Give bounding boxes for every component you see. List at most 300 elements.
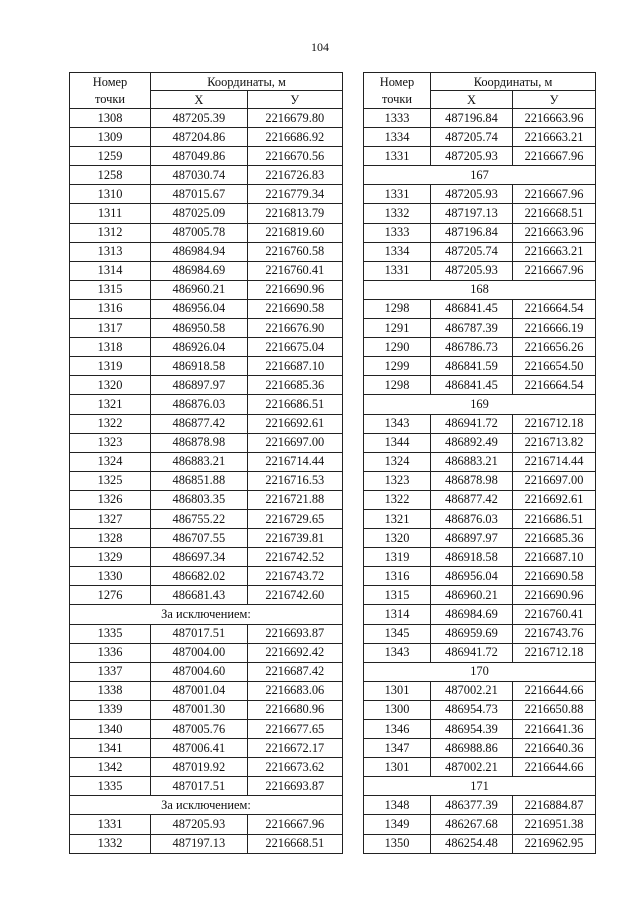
point-number-cell: 1276 bbox=[70, 586, 151, 605]
table-row bbox=[364, 185, 596, 204]
point-number-cell: 1346 bbox=[364, 720, 431, 739]
point-number-cell: 1334 bbox=[364, 242, 431, 261]
point-number-header-line1: Номер bbox=[379, 75, 415, 89]
page-number: 104 bbox=[311, 40, 329, 54]
y-coordinate-cell: 2216663.21 bbox=[513, 242, 596, 261]
x-coordinate-cell: 486941.72 bbox=[431, 414, 513, 433]
point-number-cell: 1314 bbox=[364, 605, 431, 624]
x-coordinate-cell: 486877.42 bbox=[431, 490, 513, 509]
x-coordinate-cell: 487197.13 bbox=[431, 204, 513, 223]
point-number-cell: 1343 bbox=[364, 643, 431, 662]
point-number-cell: 1324 bbox=[364, 452, 431, 471]
x-coordinate-cell: 486878.98 bbox=[151, 433, 248, 452]
x-coordinate-cell: 487025.09 bbox=[151, 204, 248, 223]
y-coordinate-cell: 2216664.54 bbox=[513, 299, 596, 318]
table-row bbox=[364, 796, 596, 815]
table-row bbox=[70, 223, 343, 242]
table-row bbox=[70, 834, 343, 853]
point-number-cell: 1348 bbox=[364, 796, 431, 815]
x-header: X bbox=[151, 91, 248, 109]
point-number-cell: 1333 bbox=[364, 109, 431, 128]
x-coordinate-cell: 487205.93 bbox=[151, 815, 248, 834]
table-row bbox=[364, 509, 596, 528]
x-coordinate-cell: 486960.21 bbox=[151, 280, 248, 299]
y-coordinate-cell: 2216951.38 bbox=[513, 815, 596, 834]
table-row bbox=[70, 681, 343, 700]
y-coordinate-cell: 2216712.18 bbox=[513, 414, 596, 433]
table-row bbox=[364, 834, 596, 853]
table-row bbox=[364, 758, 596, 777]
x-coordinate-cell: 486876.03 bbox=[431, 509, 513, 528]
x-coordinate-cell: 487005.78 bbox=[151, 223, 248, 242]
y-coordinate-cell: 2216813.79 bbox=[247, 204, 342, 223]
y-coordinate-cell: 2216667.96 bbox=[513, 147, 596, 166]
table-row bbox=[364, 376, 596, 395]
point-number-cell: 1324 bbox=[70, 452, 151, 471]
table-row bbox=[364, 223, 596, 242]
point-number-cell: 1342 bbox=[70, 758, 151, 777]
x-coordinate-cell: 486941.72 bbox=[431, 643, 513, 662]
y-coordinate-cell: 2216656.26 bbox=[513, 338, 596, 357]
point-number-cell: 1315 bbox=[70, 280, 151, 299]
x-coordinate-cell: 487205.93 bbox=[431, 185, 513, 204]
table-row bbox=[364, 643, 596, 662]
x-coordinate-cell: 486851.88 bbox=[151, 471, 248, 490]
table-row bbox=[70, 319, 343, 338]
y-coordinate-cell: 2216667.96 bbox=[513, 185, 596, 204]
table-row bbox=[364, 357, 596, 376]
table-row bbox=[364, 319, 596, 338]
x-coordinate-cell: 487002.21 bbox=[431, 758, 513, 777]
point-number-cell: 1331 bbox=[70, 815, 151, 834]
y-coordinate-cell: 2216686.51 bbox=[247, 395, 342, 414]
x-coordinate-cell: 486883.21 bbox=[431, 452, 513, 471]
y-coordinate-cell: 2216640.36 bbox=[513, 739, 596, 758]
point-number-cell: 1323 bbox=[70, 433, 151, 452]
x-coordinate-cell: 486377.39 bbox=[431, 796, 513, 815]
table-row bbox=[364, 586, 596, 605]
x-coordinate-cell: 486960.21 bbox=[431, 586, 513, 605]
table-row bbox=[70, 280, 343, 299]
x-coordinate-cell: 486918.58 bbox=[151, 357, 248, 376]
y-coordinate-cell: 2216666.19 bbox=[513, 319, 596, 338]
section-row bbox=[364, 280, 596, 299]
y-coordinate-cell: 2216680.96 bbox=[247, 700, 342, 719]
point-number-cell: 1311 bbox=[70, 204, 151, 223]
table-row bbox=[364, 605, 596, 624]
y-coordinate-cell: 2216712.18 bbox=[513, 643, 596, 662]
point-number-cell: 1331 bbox=[364, 147, 431, 166]
x-coordinate-cell: 487196.84 bbox=[431, 223, 513, 242]
x-coordinate-cell: 486950.58 bbox=[151, 319, 248, 338]
point-number-header-line1: Номер bbox=[92, 75, 128, 89]
table-row bbox=[70, 777, 343, 796]
header-row bbox=[364, 73, 596, 91]
x-coordinate-cell: 487001.30 bbox=[151, 700, 248, 719]
point-number-cell: 1298 bbox=[364, 299, 431, 318]
x-coordinate-cell: 486984.94 bbox=[151, 242, 248, 261]
table-row bbox=[70, 700, 343, 719]
table-row bbox=[70, 720, 343, 739]
point-number-cell: 1259 bbox=[70, 147, 151, 166]
table-row bbox=[364, 433, 596, 452]
y-coordinate-cell: 2216664.54 bbox=[513, 376, 596, 395]
y-header: У bbox=[247, 91, 342, 109]
table-row bbox=[364, 414, 596, 433]
table-row bbox=[70, 147, 343, 166]
y-coordinate-cell: 2216668.51 bbox=[247, 834, 342, 853]
point-number-cell: 1319 bbox=[364, 548, 431, 567]
table-row bbox=[70, 261, 343, 280]
point-number-cell: 1332 bbox=[364, 204, 431, 223]
x-coordinate-cell: 487196.84 bbox=[431, 109, 513, 128]
table-row bbox=[70, 471, 343, 490]
point-number-cell: 1337 bbox=[70, 662, 151, 681]
x-coordinate-cell: 486841.45 bbox=[431, 376, 513, 395]
y-coordinate-cell: 2216677.65 bbox=[247, 720, 342, 739]
table-row bbox=[364, 471, 596, 490]
y-coordinate-cell: 2216654.50 bbox=[513, 357, 596, 376]
y-coordinate-cell: 2216679.80 bbox=[247, 109, 342, 128]
y-coordinate-cell: 2216663.96 bbox=[513, 109, 596, 128]
y-coordinate-cell: 2216692.61 bbox=[247, 414, 342, 433]
y-coordinate-cell: 2216690.58 bbox=[513, 567, 596, 586]
y-coordinate-cell: 2216690.58 bbox=[247, 299, 342, 318]
table-row bbox=[70, 128, 343, 147]
x-coordinate-cell: 486697.34 bbox=[151, 548, 248, 567]
y-coordinate-cell: 2216685.36 bbox=[247, 376, 342, 395]
table-row bbox=[70, 357, 343, 376]
point-number-cell: 1319 bbox=[70, 357, 151, 376]
y-coordinate-cell: 2216713.82 bbox=[513, 433, 596, 452]
x-coordinate-cell: 487049.86 bbox=[151, 147, 248, 166]
section-label: 167 bbox=[364, 166, 596, 185]
table-row bbox=[364, 204, 596, 223]
y-coordinate-cell: 2216692.42 bbox=[247, 643, 342, 662]
point-number-cell: 1299 bbox=[364, 357, 431, 376]
section-label: 169 bbox=[364, 395, 596, 414]
point-number-cell: 1327 bbox=[70, 509, 151, 528]
x-coordinate-cell: 486841.59 bbox=[431, 357, 513, 376]
x-coordinate-cell: 486787.39 bbox=[431, 319, 513, 338]
table-row bbox=[70, 299, 343, 318]
x-coordinate-cell: 486878.98 bbox=[431, 471, 513, 490]
point-number-cell: 1331 bbox=[364, 261, 431, 280]
x-coordinate-cell: 486956.04 bbox=[431, 567, 513, 586]
x-coordinate-cell: 487002.21 bbox=[431, 681, 513, 700]
table-row bbox=[70, 452, 343, 471]
y-coordinate-cell: 2216663.96 bbox=[513, 223, 596, 242]
point-number-cell: 1330 bbox=[70, 567, 151, 586]
point-number-cell: 1345 bbox=[364, 624, 431, 643]
x-coordinate-cell: 486877.42 bbox=[151, 414, 248, 433]
y-coordinate-cell: 2216760.41 bbox=[247, 261, 342, 280]
x-coordinate-cell: 487205.39 bbox=[151, 109, 248, 128]
x-coordinate-cell: 486267.68 bbox=[431, 815, 513, 834]
table-row bbox=[70, 529, 343, 548]
y-coordinate-cell: 2216672.17 bbox=[247, 739, 342, 758]
y-coordinate-cell: 2216687.42 bbox=[247, 662, 342, 681]
table-row bbox=[364, 147, 596, 166]
table-row bbox=[364, 338, 596, 357]
y-coordinate-cell: 2216685.36 bbox=[513, 529, 596, 548]
point-number-cell: 1312 bbox=[70, 223, 151, 242]
point-number-cell: 1332 bbox=[70, 834, 151, 853]
point-number-cell: 1314 bbox=[70, 261, 151, 280]
y-coordinate-cell: 2216716.53 bbox=[247, 471, 342, 490]
section-row bbox=[70, 796, 343, 815]
table-row bbox=[70, 166, 343, 185]
x-coordinate-cell: 486926.04 bbox=[151, 338, 248, 357]
table-row bbox=[364, 624, 596, 643]
table-row bbox=[70, 433, 343, 452]
point-number-cell: 1326 bbox=[70, 490, 151, 509]
point-number-cell: 1349 bbox=[364, 815, 431, 834]
point-number-cell: 1313 bbox=[70, 242, 151, 261]
y-coordinate-cell: 2216743.76 bbox=[513, 624, 596, 643]
y-coordinate-cell: 2216673.62 bbox=[247, 758, 342, 777]
point-number-cell: 1323 bbox=[364, 471, 431, 490]
point-number-cell: 1298 bbox=[364, 376, 431, 395]
x-coordinate-cell: 487005.76 bbox=[151, 720, 248, 739]
x-coordinate-cell: 486984.69 bbox=[151, 261, 248, 280]
x-coordinate-cell: 486918.58 bbox=[431, 548, 513, 567]
table-row bbox=[364, 548, 596, 567]
table-row bbox=[70, 643, 343, 662]
y-coordinate-cell: 2216779.34 bbox=[247, 185, 342, 204]
point-number-cell: 1340 bbox=[70, 720, 151, 739]
point-number-cell: 1321 bbox=[70, 395, 151, 414]
y-coordinate-cell: 2216760.41 bbox=[513, 605, 596, 624]
table-row bbox=[364, 109, 596, 128]
table-row bbox=[364, 567, 596, 586]
section-row bbox=[70, 605, 343, 624]
x-coordinate-cell: 486954.39 bbox=[431, 720, 513, 739]
x-coordinate-cell: 487004.00 bbox=[151, 643, 248, 662]
y-coordinate-cell: 2216760.58 bbox=[247, 242, 342, 261]
point-number-cell: 1318 bbox=[70, 338, 151, 357]
table-row bbox=[364, 739, 596, 758]
x-coordinate-cell: 486254.48 bbox=[431, 834, 513, 853]
table-row bbox=[70, 662, 343, 681]
table-row bbox=[70, 185, 343, 204]
table-row bbox=[70, 739, 343, 758]
y-coordinate-cell: 2216686.51 bbox=[513, 509, 596, 528]
table-row bbox=[364, 681, 596, 700]
point-number-cell: 1300 bbox=[364, 700, 431, 719]
point-number-cell: 1325 bbox=[70, 471, 151, 490]
x-coordinate-cell: 486984.69 bbox=[431, 605, 513, 624]
x-coordinate-cell: 487001.04 bbox=[151, 681, 248, 700]
point-number-cell: 1321 bbox=[364, 509, 431, 528]
x-coordinate-cell: 486786.73 bbox=[431, 338, 513, 357]
x-coordinate-cell: 487205.93 bbox=[431, 261, 513, 280]
table-row bbox=[364, 700, 596, 719]
point-number-cell: 1338 bbox=[70, 681, 151, 700]
point-number-cell: 1309 bbox=[70, 128, 151, 147]
point-number-cell: 1328 bbox=[70, 529, 151, 548]
x-coordinate-cell: 487004.60 bbox=[151, 662, 248, 681]
table-row bbox=[364, 299, 596, 318]
point-number-cell: 1350 bbox=[364, 834, 431, 853]
point-number-cell: 1322 bbox=[364, 490, 431, 509]
point-number-cell: 1331 bbox=[364, 185, 431, 204]
point-number-cell: 1329 bbox=[70, 548, 151, 567]
y-coordinate-cell: 2216819.60 bbox=[247, 223, 342, 242]
y-coordinate-cell: 2216641.36 bbox=[513, 720, 596, 739]
coordinates-header: Координаты, м bbox=[151, 73, 343, 91]
table-row bbox=[70, 204, 343, 223]
point-number-cell: 1335 bbox=[70, 777, 151, 796]
point-number-cell: 1344 bbox=[364, 433, 431, 452]
table-body-right bbox=[364, 73, 596, 854]
table-row bbox=[70, 242, 343, 261]
x-coordinate-cell: 487015.67 bbox=[151, 185, 248, 204]
y-coordinate-cell: 2216697.00 bbox=[247, 433, 342, 452]
table-row bbox=[364, 452, 596, 471]
y-coordinate-cell: 2216726.83 bbox=[247, 166, 342, 185]
y-coordinate-cell: 2216683.06 bbox=[247, 681, 342, 700]
point-number-cell: 1320 bbox=[364, 529, 431, 548]
table-row bbox=[364, 261, 596, 280]
y-coordinate-cell: 2216668.51 bbox=[513, 204, 596, 223]
x-coordinate-cell: 486959.69 bbox=[431, 624, 513, 643]
point-number-cell: 1301 bbox=[364, 758, 431, 777]
table-row bbox=[70, 586, 343, 605]
y-coordinate-cell: 2216644.66 bbox=[513, 758, 596, 777]
table-row bbox=[70, 548, 343, 567]
point-number-cell: 1335 bbox=[70, 624, 151, 643]
section-label: За исключением: bbox=[70, 605, 343, 624]
point-number-cell: 1258 bbox=[70, 166, 151, 185]
section-row bbox=[364, 166, 596, 185]
point-number-cell: 1343 bbox=[364, 414, 431, 433]
x-coordinate-cell: 486883.21 bbox=[151, 452, 248, 471]
point-number-cell: 1339 bbox=[70, 700, 151, 719]
point-number-cell: 1336 bbox=[70, 643, 151, 662]
point-number-cell: 1291 bbox=[364, 319, 431, 338]
y-coordinate-cell: 2216644.66 bbox=[513, 681, 596, 700]
y-coordinate-cell: 2216742.60 bbox=[247, 586, 342, 605]
y-coordinate-cell: 2216884.87 bbox=[513, 796, 596, 815]
table-body-left bbox=[70, 73, 343, 854]
x-coordinate-cell: 487017.51 bbox=[151, 624, 248, 643]
section-row bbox=[364, 662, 596, 681]
table-row bbox=[70, 414, 343, 433]
x-coordinate-cell: 486954.73 bbox=[431, 700, 513, 719]
y-coordinate-cell: 2216739.81 bbox=[247, 529, 342, 548]
x-coordinate-cell: 486707.55 bbox=[151, 529, 248, 548]
point-number-header-line2: точки bbox=[95, 92, 126, 106]
point-number-cell: 1301 bbox=[364, 681, 431, 700]
y-coordinate-cell: 2216675.04 bbox=[247, 338, 342, 357]
point-number-cell: 1308 bbox=[70, 109, 151, 128]
x-coordinate-cell: 487205.74 bbox=[431, 128, 513, 147]
point-number-cell: 1334 bbox=[364, 128, 431, 147]
x-coordinate-cell: 486681.43 bbox=[151, 586, 248, 605]
x-coordinate-cell: 486755.22 bbox=[151, 509, 248, 528]
table-row bbox=[70, 338, 343, 357]
x-header: X bbox=[431, 91, 513, 109]
y-coordinate-cell: 2216687.10 bbox=[513, 548, 596, 567]
table-row bbox=[364, 815, 596, 834]
x-coordinate-cell: 486897.97 bbox=[431, 529, 513, 548]
point-number-cell: 1333 bbox=[364, 223, 431, 242]
point-number-cell: 1316 bbox=[364, 567, 431, 586]
point-number-cell: 1316 bbox=[70, 299, 151, 318]
coordinates-table-right bbox=[363, 72, 596, 854]
section-label: 171 bbox=[364, 777, 596, 796]
y-coordinate-cell: 2216650.88 bbox=[513, 700, 596, 719]
y-coordinate-cell: 2216697.00 bbox=[513, 471, 596, 490]
y-coordinate-cell: 2216692.61 bbox=[513, 490, 596, 509]
table-row bbox=[70, 758, 343, 777]
table-row bbox=[364, 490, 596, 509]
table-row bbox=[70, 624, 343, 643]
table-row bbox=[70, 490, 343, 509]
y-coordinate-cell: 2216714.44 bbox=[513, 452, 596, 471]
coordinates-header: Координаты, м bbox=[431, 73, 596, 91]
table-row bbox=[70, 376, 343, 395]
point-number-cell: 1315 bbox=[364, 586, 431, 605]
point-number-cell: 1322 bbox=[70, 414, 151, 433]
x-coordinate-cell: 487017.51 bbox=[151, 777, 248, 796]
section-row bbox=[364, 777, 596, 796]
y-coordinate-cell: 2216962.95 bbox=[513, 834, 596, 853]
y-coordinate-cell: 2216667.96 bbox=[247, 815, 342, 834]
y-coordinate-cell: 2216721.88 bbox=[247, 490, 342, 509]
section-row bbox=[364, 395, 596, 414]
x-coordinate-cell: 487006.41 bbox=[151, 739, 248, 758]
x-coordinate-cell: 486897.97 bbox=[151, 376, 248, 395]
y-coordinate-cell: 2216743.72 bbox=[247, 567, 342, 586]
y-coordinate-cell: 2216667.96 bbox=[513, 261, 596, 280]
y-coordinate-cell: 2216690.96 bbox=[247, 280, 342, 299]
coordinates-table-left bbox=[69, 72, 343, 854]
header-row bbox=[70, 73, 343, 91]
y-coordinate-cell: 2216670.56 bbox=[247, 147, 342, 166]
table-row bbox=[364, 720, 596, 739]
x-coordinate-cell: 487205.93 bbox=[431, 147, 513, 166]
x-coordinate-cell: 487019.92 bbox=[151, 758, 248, 777]
y-coordinate-cell: 2216714.44 bbox=[247, 452, 342, 471]
x-coordinate-cell: 487204.86 bbox=[151, 128, 248, 147]
x-coordinate-cell: 486988.86 bbox=[431, 739, 513, 758]
y-coordinate-cell: 2216690.96 bbox=[513, 586, 596, 605]
x-coordinate-cell: 486956.04 bbox=[151, 299, 248, 318]
x-coordinate-cell: 487030.74 bbox=[151, 166, 248, 185]
point-number-cell: 1310 bbox=[70, 185, 151, 204]
point-number-header-line2: точки bbox=[381, 92, 412, 106]
x-coordinate-cell: 487205.74 bbox=[431, 242, 513, 261]
point-number-cell: 1290 bbox=[364, 338, 431, 357]
section-label: 168 bbox=[364, 280, 596, 299]
table-row bbox=[70, 509, 343, 528]
y-coordinate-cell: 2216742.52 bbox=[247, 548, 342, 567]
table-row bbox=[364, 529, 596, 548]
y-coordinate-cell: 2216686.92 bbox=[247, 128, 342, 147]
point-number-cell: 1317 bbox=[70, 319, 151, 338]
x-coordinate-cell: 486841.45 bbox=[431, 299, 513, 318]
y-coordinate-cell: 2216693.87 bbox=[247, 777, 342, 796]
point-number-cell: 1341 bbox=[70, 739, 151, 758]
y-coordinate-cell: 2216663.21 bbox=[513, 128, 596, 147]
y-coordinate-cell: 2216729.65 bbox=[247, 509, 342, 528]
x-coordinate-cell: 486682.02 bbox=[151, 567, 248, 586]
x-coordinate-cell: 486892.49 bbox=[431, 433, 513, 452]
x-coordinate-cell: 487197.13 bbox=[151, 834, 248, 853]
table-row bbox=[70, 395, 343, 414]
